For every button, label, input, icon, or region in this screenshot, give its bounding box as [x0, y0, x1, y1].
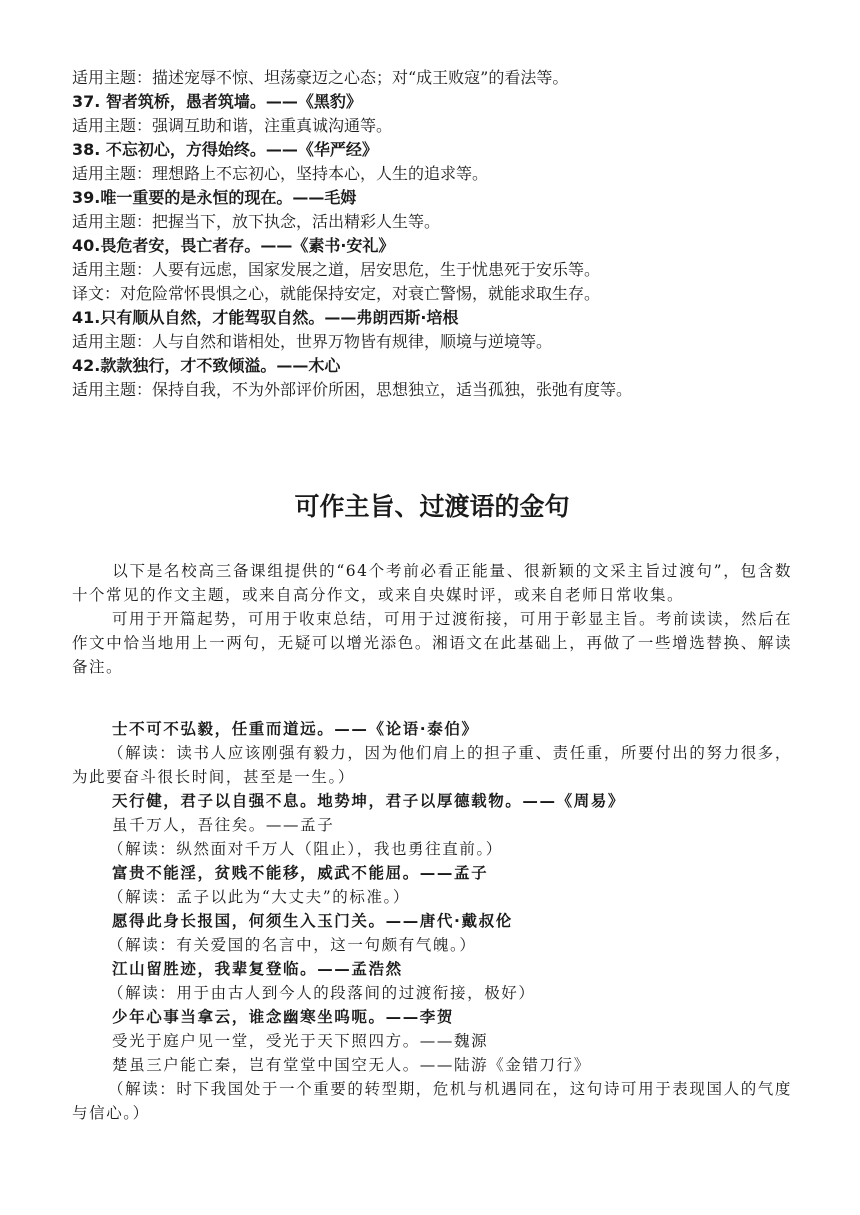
quote-line: 38. 不忘初心，方得始终。——《华严经》 [72, 140, 378, 159]
list-item: 少年心事当拿云，谁念幽寒坐呜呃。——李贺 [112, 1008, 455, 1026]
topic-line: 适用主题：人与自然和谐相处，世界万物皆有规律，顺境与逆境等。 [72, 332, 553, 351]
topic-line: 适用主题：理想路上不忘初心，坚持本心，人生的追求等。 [72, 164, 489, 183]
list-item: 富贵不能淫，贫贱不能移，威武不能屈。——孟子 [112, 864, 489, 882]
annotation: （解读：时下我国处于一个重要的转型期，危机与机遇同在，这句诗可用于表现国人的气度与信心。） [72, 1080, 793, 1122]
quote-entries [72, 66, 792, 402]
topic-line: 适用主题：人要有远虑，国家发展之道，居安思危，生于忧患死于安乐等。 [72, 260, 601, 279]
annotation: （解读：纵然面对千万人（阻止），我也勇往直前。） [108, 840, 503, 858]
annotation: （解读：用于由古人到今人的段落间的过渡衔接，极好） [108, 984, 536, 1002]
intro-text: 可用于开篇起势，可用于收束总结，可用于过渡衔接，可用于彰显主旨。考前读读，然后在作文中恰当地用上一两句，无疑可以增光添色。湘语文在此基础上，再做了一些增选替换、解读备注。 [72, 610, 793, 676]
list-item: 天行健，君子以自强不息。地势坤，君子以厚德载物。——《周易》 [112, 792, 626, 810]
intro-paragraph [72, 607, 792, 679]
document-page [72, 66, 793, 1122]
quote-line: 42.款款独行，才不致倾溢。——木心 [72, 356, 341, 375]
translation-line: 译文：对危险常怀畏惧之心，就能保持安定，对衰亡警惕，就能求取生存。 [72, 284, 601, 303]
list-item: 江山留胜迹，我辈复登临。——孟浩然 [112, 960, 403, 978]
topic-line: 适用主题：把握当下，放下执念，活出精彩人生等。 [72, 212, 441, 231]
intro-text: 以下是名校高三备课组提供的“64个考前必看正能量、很新颖的文采主旨过渡句”，包含数十个常见的作文主题，或来自高分作文，或来自央媒时评，或来自老师日常收集。 [72, 562, 792, 604]
quote-line: 37. 智者筑桥，愚者筑墙。——《黑豹》 [72, 92, 362, 111]
list-item: 愿得此身长报国，何须生入玉门关。——唐代·戴叔伦 [112, 912, 513, 930]
topic-line: 适用主题：描述宠辱不惊、坦荡豪迈之心态；对“成王败寇”的看法等。 [72, 68, 569, 87]
golden-sentence-list [72, 717, 792, 1125]
list-item: 虽千万人，吾往矣。——孟子 [112, 816, 335, 834]
section-title: 可作主旨、过渡语的金句 [294, 492, 570, 521]
list-item: 士不可不弘毅，任重而道远。——《论语·泰伯》 [112, 720, 479, 738]
intro-section [72, 559, 792, 679]
quote-line: 41.只有顺从自然，才能驾驭自然。——弗朗西斯·培根 [72, 308, 459, 327]
annotation: （解读：孟子以此为“大丈夫”的标准。） [108, 888, 410, 906]
quote-line: 40.畏危者安，畏亡者存。——《素书·安礼》 [72, 236, 395, 255]
annotation: （解读：读书人应该刚强有毅力，因为他们肩上的担子重、责任重，所要付出的努力很多，为此要奋斗很长时间，甚至是一生。） [72, 744, 793, 786]
list-item: 受光于庭户见一堂，受光于天下照四方。——魏源 [112, 1032, 489, 1050]
topic-line: 适用主题：强调互助和谐，注重真诚沟通等。 [72, 116, 393, 135]
list-item: 楚虽三户能亡秦，岂有堂堂中国空无人。——陆游《金错刀行》 [112, 1056, 591, 1074]
topic-line: 适用主题：保持自我，不为外部评价所困，思想独立，适当孤独，张弛有度等。 [72, 380, 633, 399]
intro-paragraph [72, 559, 792, 607]
annotation: （解读：有关爱国的名言中，这一句颇有气魄。） [108, 936, 477, 954]
quote-line: 39.唯一重要的是永恒的现在。——毛姆 [72, 188, 357, 207]
